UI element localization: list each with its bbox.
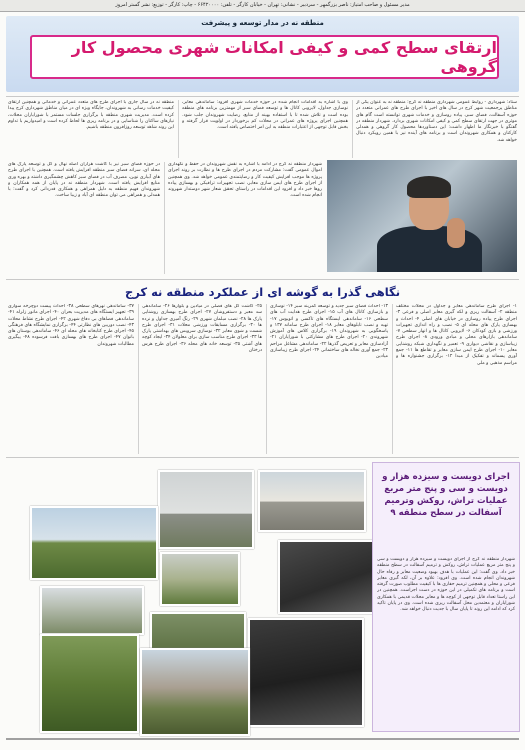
article-column-2: وی با اشاره به اقدامات انجام شده در حوزه خدمات شهری افزود: ساماندهی معابر، نوسازی جداول، لایروبی کانال ها و توسعه فضای سبز از مهمترین برنامه های منطقه بوده است و تلاش شده تا با استفاده بهینه از منابع، رضایت شهروندان جلب شود. همچنین اجرای پروژه های عمرانی در محلات کم برخوردار در اولویت قرار گرفته و بخش قابل توجهی از اعتبارات منطقه به این امر اختصاص یافته است. bbox=[182, 100, 348, 131]
building-photo bbox=[140, 648, 250, 736]
asphalt-report-box bbox=[372, 462, 520, 732]
buildings-photo bbox=[40, 586, 144, 635]
column-divider bbox=[352, 100, 353, 158]
achievements-list-3: ۲۵- کاشت گل های فصلی در میادین و بلوارها ۲۶- ساماندهی سد معبر و دستفروشان ۲۷- اجرای طرح بهسازی روشنایی پارک ها ۲۸- نصب مبلمان شهری ۲۹- رنگ آمیزی جداول و نرده ها ۳۰- برگزاری مسابقات ورزشی محلات ۳۱- اجرای طرح شست و شوی معابر ۳۲- نوسازی سرویس های بهداشتی پارک ها ۳۳- اجرای طرح مناسب سازی برای معلولان ۳۴- ایجاد کوچه های آشتی ۳۵- توسعه خانه های محله ۳۶- اجرای طرح هرس درختان bbox=[142, 304, 262, 354]
divider bbox=[6, 279, 519, 280]
road-photo bbox=[158, 470, 254, 549]
headline-box bbox=[30, 35, 499, 79]
achievements-list-2: ۱۳- احداث فضای سبز جدید و توسعه کمربند سبز ۱۴- نوسازی و بازسازی کانال های آب ۱۵- اجرای طرح هدایت آب های سطحی ۱۶- ساماندهی ایستگاه های تاکسی و اتوبوس ۱۷- تهیه و نصب تابلوهای معابر ۱۸- اجرای طرح سامانه ۱۳۷ و پاسخگویی به شهروندان ۱۹- برگزاری کلاس های آموزش شهروندی ۲۰- اجرای طرح های مشارکتی با شورایاران ۲۱- آزادسازی معابر و تعریض گذرها ۲۲- ساماندهی مشاغل مزاحم ۲۳- جمع آوری نخاله های ساختمانی ۲۴- اجرای طرح زیباسازی میادین bbox=[270, 304, 388, 360]
kicker: منطقه نه در مدار توسعه و پیشرفت bbox=[201, 19, 324, 27]
article-column-1: ستاد: شهرداری - روابط عمومی شهرداری منطقه نه کرج: منطقه نه به عنوان یکی از مناطق پرجمعیت شهر کرج در سال های اخیر با اجرای طرح های عمرانی متعدد در حوزه آسفالت، فضای سبز، پیاده روسازی و خدمات شهری توانسته است گام های موثری در جهت ارتقای سطح کمی و کیفی امکانات شهری بردارد. شهردار منطقه در گفتگو با خبرنگار ما اظهار داشت: این دستاوردها محصول کار گروهی و همدلی کارکنان و همکاری شهروندان است و برنامه های آینده نیز با همین رویکرد دنبال خواهد شد. bbox=[356, 100, 517, 143]
article-column-3: منطقه نه در سال جاری با اجرای طرح های متعدد عمرانی و خدماتی و همچنین ارتقای کیفیت خدمات رسانی به شهروندان، جایگاه ویژه ای در میان مناطق شهرداری کرج پیدا کرده است. مدیریت شهری منطقه با برگزاری جلسات مستمر با شورایاران محلات، نیازهای ساکنان را شناسایی و در برنامه ریزی ها لحاظ کرده است و امیدواریم با تداوم این روند شاهد توسعه روزافزون منطقه باشیم. bbox=[8, 100, 174, 131]
park-photo bbox=[30, 506, 158, 580]
greenery-photo bbox=[160, 552, 240, 606]
asphalt-report-body: شهردار منطقه نه کرج از اجرای دویست و سیزده هزار و دویست و سی و پنج متر مربع عملیات تراش، روکش و ترمیم آسفالت در سطح منطقه خبر داد. وی گفت: این عملیات با هدف بهبود وضعیت معابر و رفاه حال شهروندان انجام شده است. وی افزود: علاوه بر آن، لکه گیری معابر فرعی و محلی و همچنین ترمیم حفاری ها با کیفیت مطلوب صورت گرفته است و برنامه های تکمیلی در این حوزه در دست اجراست. همچنین در این راستا تعداد قابل توجهی از کوچه ها و معابر محلات قدیمی با همکاری شورایاران و معتمدین محل آسفالت ریزی شده است. وی در پایان تاکید کرد که ادامه این روند تا پایان سال با جدیت دنبال خواهد شد. bbox=[377, 557, 515, 613]
road-paving-photo bbox=[248, 618, 364, 727]
street-photo bbox=[258, 470, 366, 532]
asphalt-report-title: اجرای دویست و سیزده هزار و دویست و سی و پنج متر مربع عملیات تراش، روکش وترمیم آسفالت در سطح منطقه ۹ bbox=[382, 472, 510, 518]
achievements-list-1: ۱- اجرای طرح ساماندهی معابر و جداول در محلات مختلف منطقه ۲- آسفالت ریزی و لکه گیری معابر اصلی و فرعی ۳- اجرای طرح پیاده روسازی در خیابان های اصلی ۴- احداث و بهسازی پارک های محله ای ۵- نصب و راه اندازی تجهیزات ورزشی و بازی کودکان ۶- لایروبی کانال ها و انهار سطحی ۷- ساماندهی بازارهای محلی و مبادی ورودی ۸- اجرای طرح زیباسازی و نقاشی دیواری ۹- تعمیر و نگهداری شبکه روشنایی معابر ۱۰- اجرای طرح ایمن سازی معابر و تقاطع ها ۱۱- جمع آوری پسماند و تفکیک از مبدا ۱۲- برگزاری جشنواره ها و مراسم مذهبی و ملی bbox=[396, 304, 517, 366]
bottom-rule bbox=[6, 738, 519, 740]
divider bbox=[6, 457, 519, 458]
achievements-list-4: ۳۷- ساماندهی نهرهای سطحی ۳۸- احداث پیست دوچرخه سواری ۳۹- تجهیز ایستگاه های مدیریت بحران ۴۰- اجرای مانور زلزله ۴۱- ساماندهی فضاهای بی دفاع شهری ۴۲- اجرای طرح نشاط محلات ۴۳- نصب دوربین های نظارتی ۴۴- برگزاری نمایشگاه های فرهنگی ۴۵- اجرای طرح کتابخانه های محله ای ۴۶- ساماندهی بوستان های بانوان ۴۷- اجرای طرح های بهسازی بافت فرسوده ۴۸- پیگیری مطالبات شهروندان bbox=[8, 304, 134, 347]
masthead-strip: مدیر مسئول و صاحب امتیاز: ناصر بزرگمهر - سردبیر - نشانی: تهران - خیابان کارگر - تلفن: ۶۶۴۲۰۰۰۰ - چاپ: کارگر - توزیع: نشر گستر امروز bbox=[0, 0, 525, 12]
article-column-5: در حوزه فضای سبز نیز با کاشت هزاران اصله نهال و گل و توسعه پارک های محله ای، سرانه فضای سبز منطقه افزایش یافته است. همچنین با اجرای طرح های آبیاری نوین، مصرف آب در فضای سبز کاهش چشمگیری داشته و بهره وری منابع افزایش یافته است. شهردار منطقه نه در پایان از همه همکاران و شهروندان فهیم منطقه به دلیل همراهی و همکاری قدردانی کرد و گفت: با همدلی و همراهی می توان منطقه ای آباد و زیبا ساخت. bbox=[8, 162, 160, 199]
main-headline: ارتقای سطح کمی و کیفی امکانات شهری محصول کار گروهی bbox=[71, 38, 497, 76]
column-divider bbox=[164, 162, 165, 274]
article-column-4: شهردار منطقه نه کرج در ادامه با اشاره به نقش شهروندان در حفظ و نگهداری اموال عمومی گفت: مشارکت مردم در اجرای طرح ها و نظارت بر روند اجرای پروژه ها موجب افزایش کیفیت کار و رضایتمندی عمومی خواهد شد. وی همچنین از اجرای طرح های ایمن سازی معابر، نصب تجهیزات ترافیکی و بهسازی پیاده روها خبر داد و افزود این اقدامات در راستای تحقق شعار شهر دوستدار شهروند انجام شده است. bbox=[168, 162, 322, 199]
column-divider bbox=[392, 304, 393, 454]
flowerbed-photo bbox=[40, 634, 139, 733]
asphalt-photo bbox=[278, 540, 374, 614]
section-headline: نگاهی گذرا به گوشه ای از عملکرد منطقه نه کرج bbox=[124, 285, 401, 299]
official-portrait-photo bbox=[327, 160, 517, 272]
column-divider bbox=[266, 304, 267, 454]
column-divider bbox=[178, 100, 179, 158]
divider bbox=[6, 96, 519, 97]
column-divider bbox=[138, 304, 139, 454]
